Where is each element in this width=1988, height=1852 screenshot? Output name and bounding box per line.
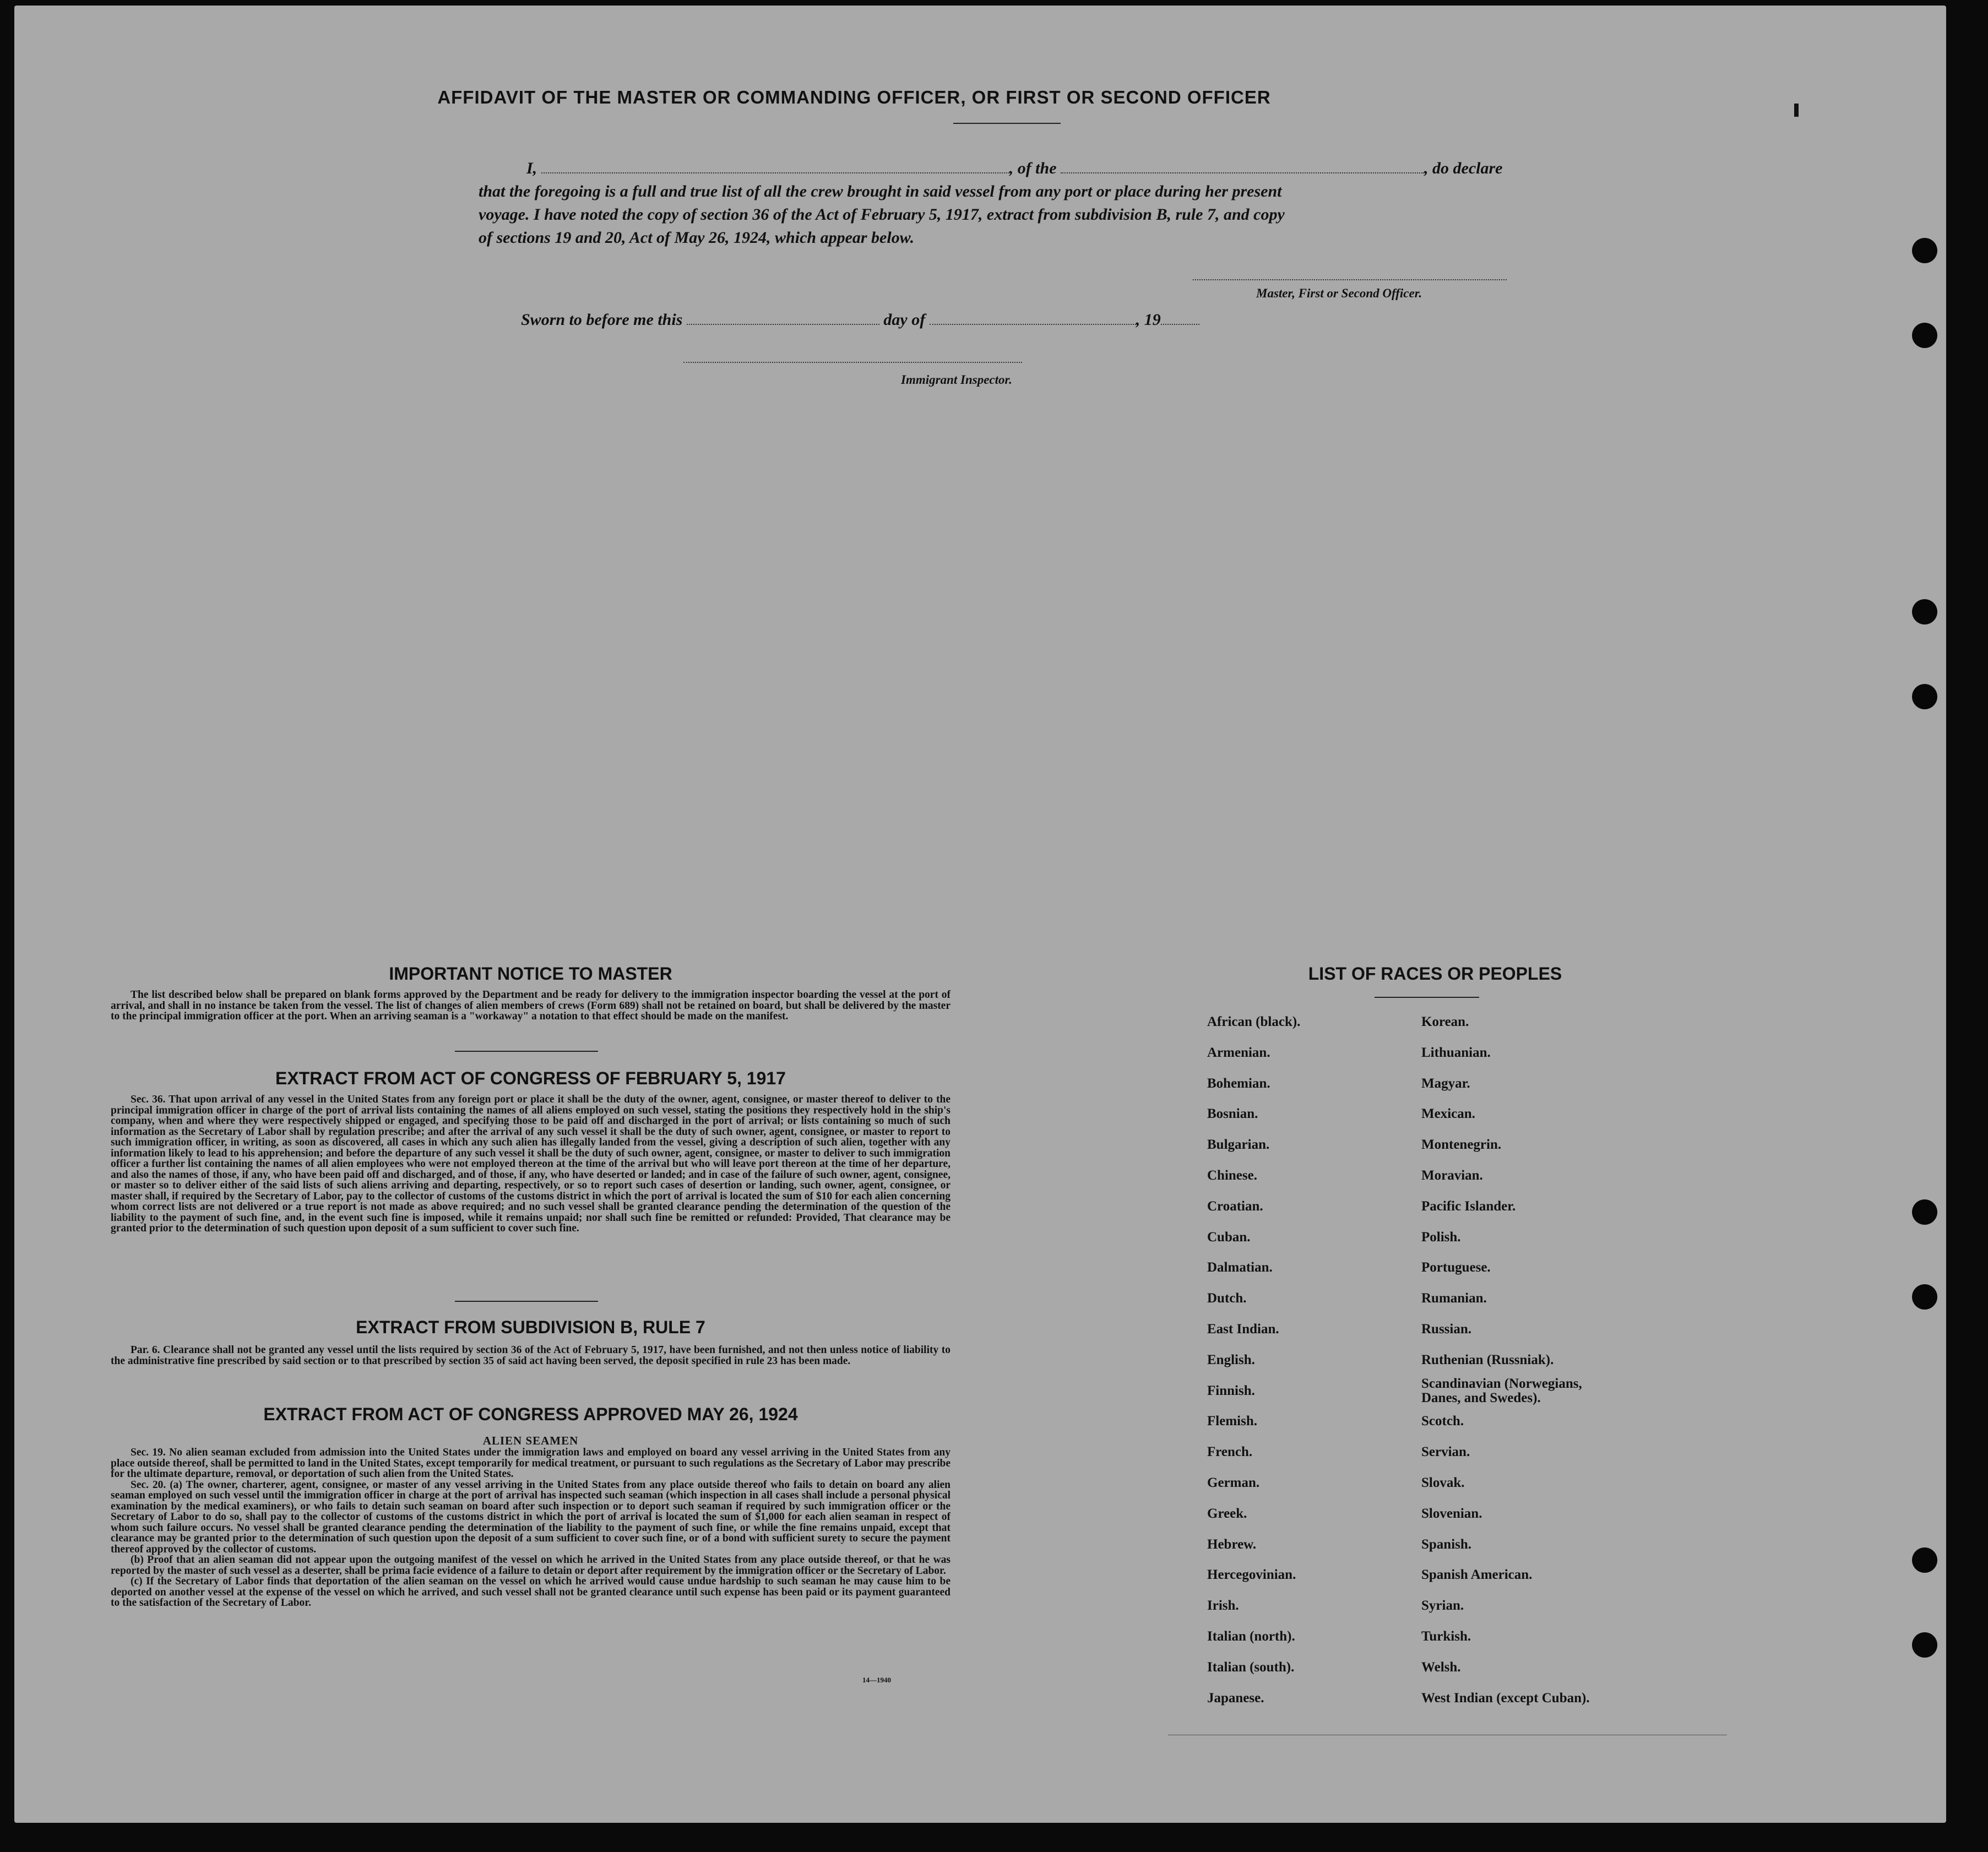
sworn-line [521, 308, 1199, 332]
race-item: French. [1207, 1444, 1253, 1460]
divider-2 [455, 1301, 598, 1302]
vessel-field[interactable] [1061, 172, 1424, 173]
race-item: Cuban. [1207, 1229, 1251, 1245]
race-item: Japanese. [1207, 1690, 1264, 1706]
race-item: Dalmatian. [1207, 1260, 1273, 1275]
race-item: Greek. [1207, 1506, 1247, 1521]
affidavit-line-1 [526, 157, 1573, 180]
extract-1917-title: EXTRACT FROM ACT OF CONGRESS OF FEBRUARY 5, 1917 [275, 1068, 786, 1088]
race-item: Scandinavian (Norwegians, Danes, and Swedes). [1421, 1376, 1582, 1405]
affidavit-line-2: that the foregoing is a full and true list of all the crew brought in said vessel from any port or place during her present [479, 182, 1282, 200]
race-item: Korean. [1421, 1014, 1469, 1029]
binder-hole [1912, 238, 1937, 263]
extract-rule7-text [111, 1345, 950, 1366]
race-item: African (black). [1207, 1014, 1301, 1029]
race-item: Bohemian. [1207, 1076, 1270, 1091]
race-item: English. [1207, 1352, 1255, 1367]
race-item: Rumanian. [1421, 1291, 1487, 1306]
sec-20c-paragraph: (c) If the Secretary of Labor finds that deportation of the alien seaman on the vessel on which he arrived would cause undue hardship to such seaman he may cause him to be deported on another vessel at the expense of the vessel on which he arrived, and such vessel shall not be granted clearance until such expense has been paid or its payment guaranteed to the satisfaction of the Secretary of Labor. [111, 1576, 950, 1609]
binder-hole [1912, 599, 1937, 624]
inspector-label: Immigrant Inspector. [901, 373, 1012, 387]
race-item: Turkish. [1421, 1629, 1471, 1644]
race-item: Pacific Islander. [1421, 1198, 1516, 1214]
race-item: Montenegrin. [1421, 1137, 1502, 1153]
race-item: Welsh. [1421, 1659, 1461, 1675]
race-item: Moravian. [1421, 1168, 1483, 1183]
binder-hole [1912, 1632, 1937, 1658]
affidavit-line-3: voyage. I have noted the copy of section 36 of the Act of February 5, 1917, extract from subdivision B, rule 7, and copy [479, 205, 1285, 224]
sec-20a-paragraph: Sec. 20. (a) The owner, charterer, agent, consignee, or master of any vessel arriving in the United States from any place outside thereof who fails to detain on board any alien seaman employed on such vessel until the immigration officer in charge at the port of arrival has inspected such seaman (which inspection in all cases shall include a personal physical examination by the medical examiners), or who fails to detain such seaman on board after such inspection or to deport such seaman if required by such immigration officer or the Secretary of Labor to do so, shall pay to the collector of customs of the customs district in which the port of arrival is located the sum of $1,000 for each alien seaman in respect of whom such failure occurs. No vessel shall be granted clearance pending the determination of the liability to the payment of such fine, or while the fine remains unpaid, except that clearance may be granted prior to the determination of such question upon the deposit of a sum sufficient to cover such fine, or of a bond with sufficient surety to secure the payment thereof approved by the collector of customs. [111, 1479, 950, 1555]
sec-19-paragraph: Sec. 19. No alien seaman excluded from admission into the United States under the immigration laws and employed on board any vessel arriving in the United States from any place outside thereof, shall be permitted to land in the United States, except temporarily for medical treatment, or pursuant to such regulations as the Secretary of Labor may prescribe for the ultimate departure, removal, or deportation of such alien from the United States. [111, 1447, 950, 1480]
alien-seamen-subtitle: ALIEN SEAMEN [482, 1434, 579, 1447]
binder-hole [1912, 1547, 1937, 1573]
master-signature-line[interactable] [1193, 279, 1507, 280]
notice-paragraph: The list described below shall be prepared on blank forms approved by the Department and be ready for delivery to the immigration inspector boarding the vessel at the port of arrival, and shall in no instance be taken from the vessel. The list of changes of alien members of crews (Form 689) shall not be retained on board, but shall be delivered by the master to the principal immigration officer at the port. When an arriving seaman is a "workaway" a notation to that effect should be made on the manifest. [111, 989, 950, 1022]
binder-hole [1912, 1284, 1937, 1310]
title-divider [953, 123, 1061, 124]
race-item: Italian (south). [1207, 1659, 1295, 1675]
day-of-label: day of [883, 311, 926, 329]
race-item: Hercegovinian. [1207, 1567, 1296, 1583]
race-item: Mexican. [1421, 1106, 1475, 1122]
binder-hole [1912, 323, 1937, 348]
notice-text [111, 990, 950, 1022]
extract-1917-text [111, 1094, 950, 1234]
race-item: Lithuanian. [1421, 1045, 1491, 1060]
race-item: Magyar. [1421, 1076, 1470, 1091]
extract-1924-title: EXTRACT FROM ACT OF CONGRESS APPROVED MAY 26, 1924 [263, 1404, 798, 1424]
race-item: Slovak. [1421, 1475, 1465, 1490]
race-item: Ruthenian (Russniak). [1421, 1352, 1554, 1367]
inspector-signature-line[interactable] [683, 362, 1022, 363]
races-divider [1375, 997, 1479, 998]
sec-20b-paragraph: (b) Proof that an alien seaman did not appear upon the outgoing manifest of the vessel on which he arrived in the United States from any place outside thereof, or that he was reported by the master of such vessel as a deserter, shall be prima facie evidence of a failure to detain or deport after requirement by the immigration officer or the Secretary of Labor. [111, 1554, 950, 1577]
binder-hole [1912, 1199, 1937, 1225]
race-item: Polish. [1421, 1229, 1461, 1245]
race-item: Scotch. [1421, 1414, 1464, 1429]
race-item: Bosnian. [1207, 1106, 1258, 1122]
mark [1794, 104, 1799, 117]
race-item: Bulgarian. [1207, 1137, 1270, 1153]
race-item: Italian (north). [1207, 1629, 1295, 1644]
race-item: German. [1207, 1475, 1260, 1490]
race-item: East Indian. [1207, 1322, 1279, 1337]
race-item: Servian. [1421, 1444, 1470, 1460]
affidavit-title: AFFIDAVIT OF THE MASTER OR COMMANDING OFFICER, OR FIRST OR SECOND OFFICER [437, 87, 1271, 107]
of-the-label: , of the [1009, 159, 1057, 177]
race-item: Flemish. [1207, 1414, 1257, 1429]
sworn-label: Sworn to before me this [521, 311, 683, 329]
divider-1 [455, 1051, 598, 1052]
sworn-day-field[interactable] [687, 323, 879, 325]
race-item: Finnish. [1207, 1383, 1255, 1398]
race-item: Portuguese. [1421, 1260, 1491, 1275]
notice-title: IMPORTANT NOTICE TO MASTER [389, 964, 672, 984]
sec-36-paragraph: Sec. 36. That upon arrival of any vessel in the United States from any foreign port or place it shall be the duty of the owner, agent, consignee, or master thereof to deliver to the principal immigration officer in charge of the port of arrival lists containing the names of all aliens employed on such vessel, stating the positions they respectively hold in the ship's company, when and where they were respectively shipped or engaged, and specifying those to be paid off and discharged in the port of arrival; or lists containing so much of such information as the Secretary of Labor shall by regulation prescribe; and after the arrival of any such vessel it shall be the duty of such owner, agent, consignee, or master to report to such immigration officer, in writing, as soon as discovered, all cases in which any such alien has illegally landed from the vessel, giving a description of such alien, together with any information likely to lead to his apprehension; and before the departure of any such vessel it shall be the duty of such owner, agent, consignee, or master to deliver to such immigration officer a further list containing the names of all alien employees who were not employed thereon at the time of the arrival but who will leave port thereon at the time of her departure, and also the names of those, if any, who have been paid off and discharged, and of those, if any, who have deserted or landed; and in case of the failure of such owner, agent, consignee, or master so to deliver either of the said lists of such aliens arriving and departing, respectively, or so to report such cases of desertion or landing, such owner, agent, consignee, or master shall, if required by the Secretary of Labor, pay to the collector of customs of the customs district in which the port of arrival is located the sum of $10 for each alien concerning whom correct lists are not delivered or a true report is not made as above required; and no such vessel shall be granted clearance pending the determination of the question of the liability to the payment of such fine, and, in the event such fine is imposed, while it remains unpaid; nor shall such fine be remitted or refunded: Provided, That clearance may be granted prior to the determination of such question upon deposit of a sum sufficient to cover such fine. [111, 1094, 950, 1234]
do-declare-label: , do declare [1424, 159, 1503, 177]
i-label: I, [526, 159, 537, 177]
name-field[interactable] [541, 172, 1009, 173]
race-item: Spanish. [1421, 1536, 1472, 1552]
extract-1924-text [111, 1447, 950, 1609]
year-label: , 19 [1136, 311, 1161, 329]
race-item: Chinese. [1207, 1168, 1257, 1183]
form-number: 14—1940 [862, 1676, 891, 1684]
document-page [14, 6, 1946, 1823]
extract-rule7-title: EXTRACT FROM SUBDIVISION B, RULE 7 [356, 1317, 705, 1337]
race-item: Armenian. [1207, 1045, 1270, 1060]
race-item: Syrian. [1421, 1598, 1464, 1614]
race-item: Hebrew. [1207, 1536, 1257, 1552]
master-signature-label: Master, First or Second Officer. [1256, 286, 1422, 300]
race-item: Irish. [1207, 1598, 1239, 1614]
binder-hole [1912, 684, 1937, 709]
par-6-paragraph: Par. 6. Clearance shall not be granted any vessel until the lists required by section 36 of the Act of February 5, 1917, have been furnished, and not then unless notice of liability to the administrative fine prescribed by said section or to that prescribed by section 35 of said act having been served, the deposit specified in rule 23 has been made. [111, 1344, 950, 1367]
sworn-year-field[interactable] [1161, 323, 1199, 325]
race-item: Russian. [1421, 1322, 1472, 1337]
race-item: Dutch. [1207, 1291, 1247, 1306]
race-item: Slovenian. [1421, 1506, 1482, 1521]
races-title: LIST OF RACES OR PEOPLES [1308, 964, 1562, 984]
affidavit-line-4: of sections 19 and 20, Act of May 26, 1924, which appear below. [479, 229, 915, 247]
race-item: Spanish American. [1421, 1567, 1533, 1583]
race-item: Croatian. [1207, 1198, 1263, 1214]
sworn-month-field[interactable] [930, 323, 1136, 325]
race-item: West Indian (except Cuban). [1421, 1690, 1590, 1706]
